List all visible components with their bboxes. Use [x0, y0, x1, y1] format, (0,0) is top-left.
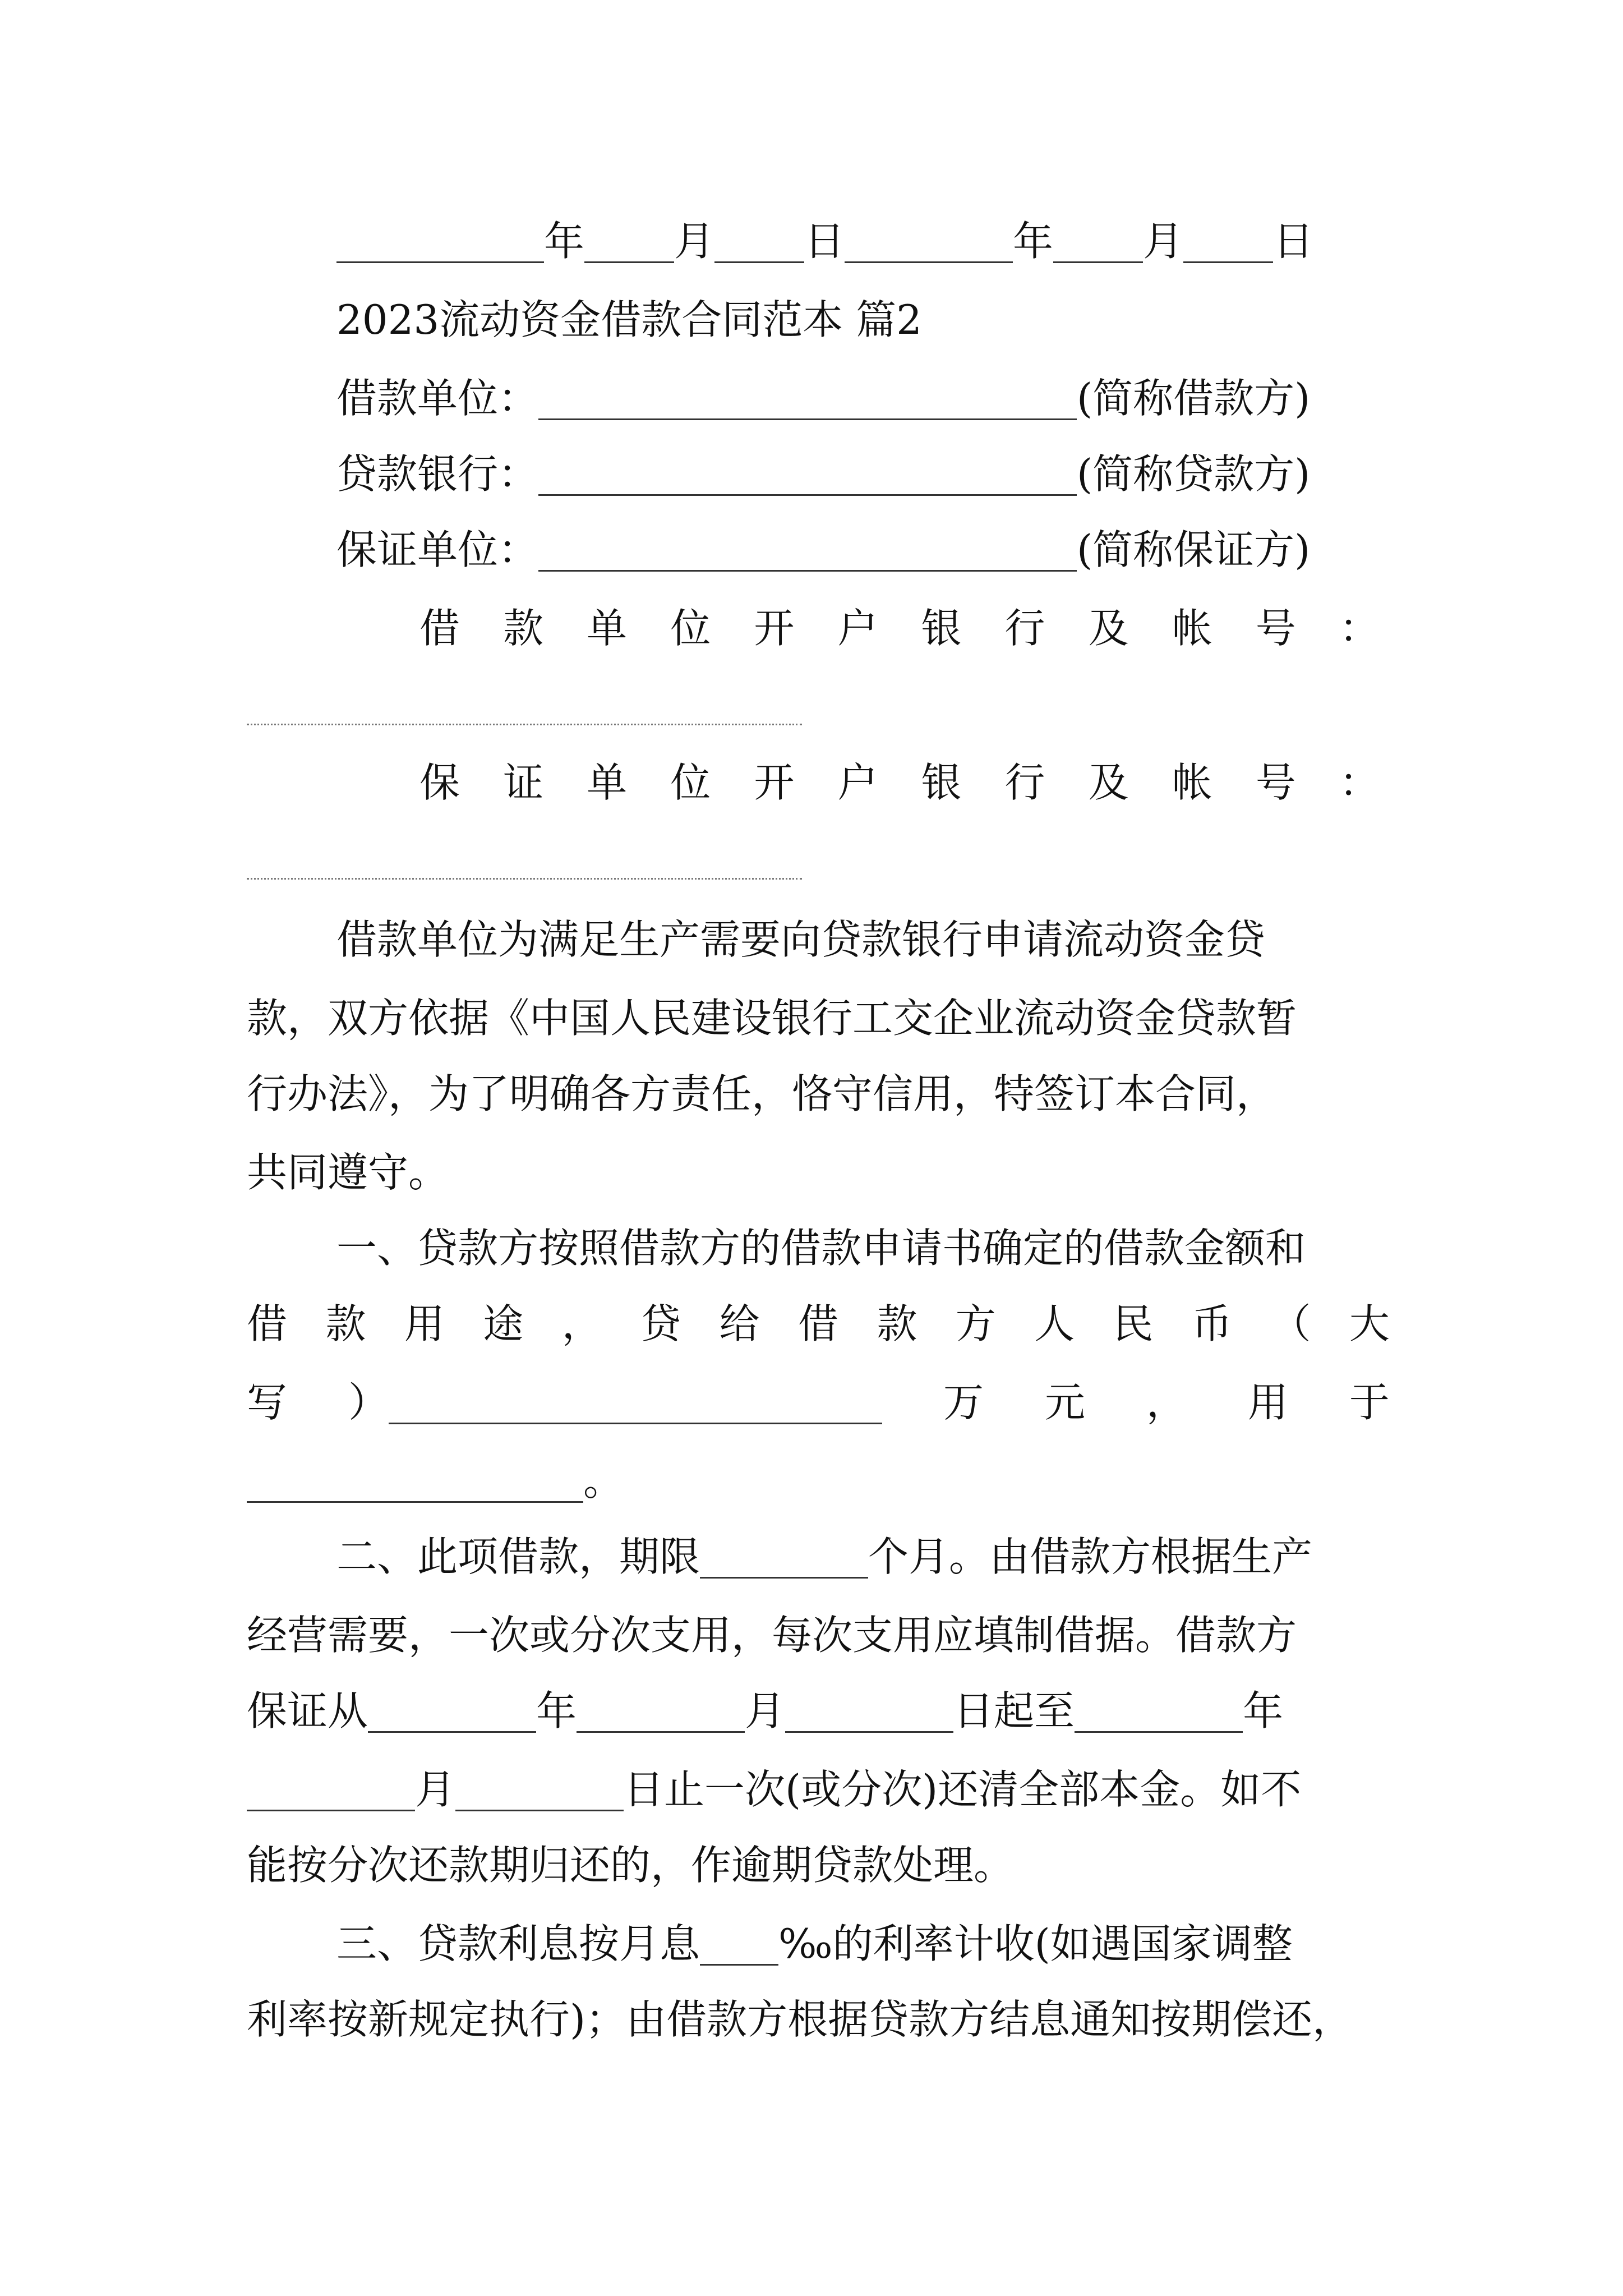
- char: （: [1270, 1300, 1311, 1347]
- year-label: 年: [544, 218, 585, 265]
- date-blank[interactable]: [247, 1761, 415, 1811]
- text: 保证从: [247, 1687, 368, 1734]
- char: ：: [1339, 605, 1380, 652]
- date-line: [336, 213, 1313, 269]
- char: 民: [1113, 1300, 1154, 1347]
- char: ，: [1146, 1379, 1187, 1426]
- char: 行: [1004, 759, 1045, 806]
- clause1-line3: [247, 1374, 1390, 1430]
- char: 款: [325, 1300, 366, 1347]
- char: 用: [404, 1300, 445, 1347]
- char: 号: [1255, 605, 1296, 652]
- char: 方: [955, 1300, 996, 1347]
- char: 用: [1247, 1379, 1288, 1426]
- char: 大: [1349, 1300, 1390, 1347]
- party-borrower: [336, 370, 1310, 426]
- char: 位: [670, 605, 711, 652]
- party-suffix: (简称保证方): [1077, 526, 1311, 573]
- amount-blank[interactable]: [389, 1374, 882, 1424]
- blank[interactable]: [584, 213, 674, 263]
- day-label: 日: [1273, 218, 1314, 265]
- blank[interactable]: [1183, 213, 1273, 263]
- char: 号: [1255, 759, 1296, 806]
- date-blank[interactable]: [1075, 1683, 1243, 1733]
- party-suffix: (简称贷款方): [1077, 450, 1311, 498]
- text: 年: [536, 1687, 577, 1734]
- month-label: 月: [1143, 218, 1184, 265]
- intro-line: 共同遵守。: [247, 1149, 449, 1196]
- char: 给: [719, 1300, 760, 1347]
- char: 途: [483, 1300, 524, 1347]
- text: 日止一次(或分次)还清全部本金。如不: [624, 1766, 1302, 1813]
- clause1-line1: 一、贷款方按照借款方的借款申请书确定的借款金额和: [336, 1225, 1306, 1272]
- term-blank[interactable]: [700, 1529, 868, 1579]
- char: 行: [1004, 605, 1045, 652]
- date-blank[interactable]: [368, 1683, 536, 1733]
- party-blank[interactable]: [538, 370, 1077, 420]
- char: 位: [670, 759, 711, 806]
- char: 及: [1088, 605, 1129, 652]
- char: 写: [247, 1379, 288, 1426]
- day-label: 日: [804, 218, 845, 265]
- blank[interactable]: [1053, 213, 1143, 263]
- text: 日起至: [953, 1687, 1075, 1734]
- text: 个月。由借款方根据生产: [868, 1533, 1313, 1580]
- clause1-line2: [247, 1296, 1390, 1352]
- char: 保: [419, 759, 460, 806]
- intro-line: 款，双方依据《中国人民建设银行工交企业流动资金贷款暂: [247, 995, 1297, 1042]
- clause2-line2: 经营需要，一次或分次支用，每次支用应填制借据。借款方: [247, 1612, 1297, 1659]
- char: 于: [1349, 1379, 1390, 1426]
- clause1-line4: [247, 1453, 624, 1509]
- blank[interactable]: [336, 213, 544, 263]
- party-label: 贷款银行：: [336, 450, 539, 498]
- text: 月: [745, 1687, 786, 1734]
- char: 币: [1192, 1300, 1233, 1347]
- char: 银: [921, 605, 962, 652]
- month-label: 月: [674, 218, 715, 265]
- intro-line: 借款单位为满足生产需要向贷款银行申请流动资金贷: [336, 916, 1266, 963]
- char: 开: [754, 605, 795, 652]
- char: 户: [837, 605, 878, 652]
- section-heading: 2023流动资金借款合同范本 篇2: [336, 296, 922, 343]
- party-guarantor: [336, 522, 1310, 578]
- char: 单: [587, 605, 628, 652]
- clause3-line1: [336, 1916, 1293, 1972]
- text: 三、贷款利息按月息: [336, 1920, 700, 1967]
- char: 万: [943, 1379, 984, 1426]
- date-blank[interactable]: [455, 1761, 624, 1811]
- char: 开: [754, 759, 795, 806]
- char: 借: [797, 1300, 838, 1347]
- party-blank[interactable]: [538, 522, 1077, 572]
- char: 银: [921, 759, 962, 806]
- clause2-line3: [247, 1683, 1283, 1739]
- guarantor-account-label: [419, 754, 1380, 811]
- char: 证: [503, 759, 544, 806]
- char: ，: [561, 1300, 602, 1347]
- text: 二、此项借款，期限: [336, 1533, 700, 1580]
- text: 月: [415, 1766, 456, 1813]
- date-blank[interactable]: [785, 1683, 953, 1733]
- clause2-line1: [336, 1529, 1312, 1585]
- char: 元: [1044, 1379, 1085, 1426]
- char: 借: [419, 605, 460, 652]
- date-blank[interactable]: [577, 1683, 745, 1733]
- rate-blank[interactable]: [700, 1916, 778, 1966]
- party-lender: [336, 446, 1310, 502]
- party-label: 借款单位：: [336, 375, 539, 422]
- period: 。: [583, 1457, 624, 1504]
- clause2-line4: [247, 1761, 1301, 1818]
- char: 款: [503, 605, 544, 652]
- party-label: 保证单位：: [336, 526, 539, 573]
- purpose-blank[interactable]: [247, 1453, 583, 1503]
- text: 年: [1243, 1687, 1284, 1734]
- clause3-line2: 利率按新规定执行)；由借款方根据贷款方结息通知按期偿还，: [247, 1996, 1353, 2043]
- char: 户: [837, 759, 878, 806]
- party-blank[interactable]: [538, 446, 1077, 496]
- clause2-line5: 能按分次还款期归还的，作逾期贷款处理。: [247, 1842, 1015, 1889]
- char: 借: [247, 1300, 288, 1347]
- char: 单: [587, 759, 628, 806]
- borrower-account-label: [419, 600, 1380, 656]
- blank[interactable]: [714, 213, 804, 263]
- char: 贷: [640, 1300, 681, 1347]
- borrower-account-blank[interactable]: [247, 724, 802, 725]
- char: 帐: [1172, 605, 1212, 652]
- year-label: 年: [1013, 218, 1054, 265]
- party-suffix: (简称借款方): [1077, 375, 1311, 422]
- char: 及: [1088, 759, 1129, 806]
- char: ：: [1339, 759, 1380, 806]
- char: ）: [348, 1379, 389, 1426]
- blank[interactable]: [845, 213, 1013, 263]
- char: 款: [877, 1300, 917, 1347]
- amount-group: [348, 1374, 882, 1430]
- text: ‰的利率计收(如遇国家调整: [778, 1920, 1293, 1967]
- guarantor-account-blank[interactable]: [247, 878, 802, 880]
- char: 人: [1034, 1300, 1075, 1347]
- intro-line: 行办法》，为了明确各方责任，恪守信用，特签订本合同，: [247, 1070, 1277, 1117]
- char: 帐: [1172, 759, 1212, 806]
